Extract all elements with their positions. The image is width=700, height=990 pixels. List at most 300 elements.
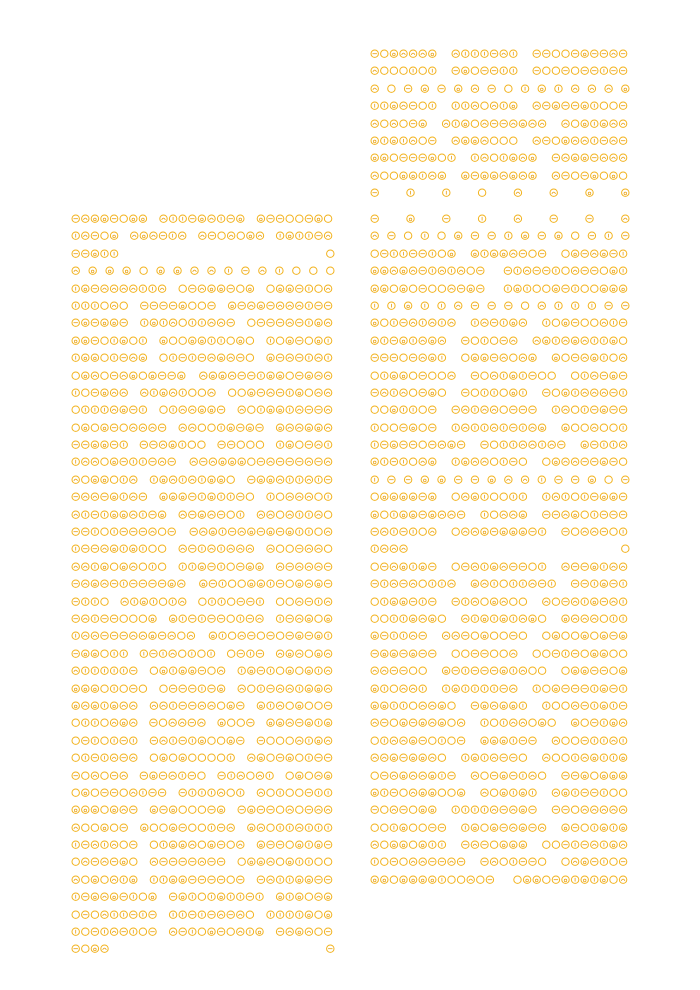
ring-glyph-icon <box>101 632 108 639</box>
ring-glyph-icon <box>130 928 137 935</box>
ring-glyph-icon <box>198 302 205 309</box>
ring-glyph-icon <box>409 632 416 639</box>
ring-glyph-icon <box>519 580 526 587</box>
ring-glyph-icon <box>179 511 186 518</box>
ring-glyph-icon <box>169 754 176 761</box>
ring-glyph-icon <box>591 319 598 326</box>
ring-glyph-icon <box>481 389 488 396</box>
ring-glyph-icon <box>409 876 416 883</box>
ring-glyph-icon <box>390 50 397 57</box>
ring-glyph-icon <box>91 337 98 344</box>
ring-glyph-icon <box>600 458 607 465</box>
ring-glyph-icon <box>381 441 388 448</box>
ring-glyph-icon <box>610 137 617 144</box>
ring-glyph-icon <box>189 858 196 865</box>
text-line-glyphs <box>371 871 629 888</box>
text-line <box>371 871 629 888</box>
ring-glyph-icon <box>286 615 293 622</box>
ring-glyph-icon <box>600 337 607 344</box>
text-line-glyphs <box>72 436 334 453</box>
ring-glyph-icon <box>149 789 156 796</box>
ring-glyph-icon <box>179 215 186 222</box>
ring-glyph-icon <box>409 50 416 57</box>
ring-glyph-icon <box>91 302 98 309</box>
ring-glyph-icon <box>120 441 127 448</box>
ring-glyph-icon <box>591 632 598 639</box>
ring-glyph-icon <box>246 893 253 900</box>
ring-glyph-icon <box>149 511 156 518</box>
ring-glyph-icon <box>227 737 234 744</box>
ring-glyph-icon <box>448 154 455 161</box>
ring-glyph-icon <box>82 406 89 413</box>
ring-glyph-icon <box>296 598 303 605</box>
ring-glyph-icon <box>227 928 234 935</box>
ring-glyph-icon <box>562 493 569 500</box>
ring-glyph-icon <box>160 702 167 709</box>
ring-glyph-icon <box>610 580 617 587</box>
ring-glyph-icon <box>442 632 449 639</box>
ring-glyph-icon <box>500 458 507 465</box>
ring-glyph-icon <box>189 806 196 813</box>
ring-glyph-icon <box>510 824 517 831</box>
ring-glyph-icon <box>276 685 283 692</box>
ring-glyph-icon <box>481 424 488 431</box>
ring-glyph-icon <box>227 545 234 552</box>
ring-glyph-icon <box>552 511 559 518</box>
ring-glyph-icon <box>169 598 176 605</box>
ring-glyph-icon <box>529 406 536 413</box>
ring-glyph-icon <box>519 615 526 622</box>
ring-glyph-icon <box>123 267 130 274</box>
ring-glyph-icon <box>571 85 578 92</box>
ring-glyph-icon <box>101 302 108 309</box>
ring-glyph-icon <box>478 189 485 196</box>
ring-glyph-icon <box>562 337 569 344</box>
text-line-glyphs <box>72 645 334 662</box>
ring-glyph-icon <box>110 737 117 744</box>
ring-glyph-icon <box>471 154 478 161</box>
ring-glyph-icon <box>110 372 117 379</box>
text-line <box>371 645 629 662</box>
ring-glyph-icon <box>120 702 127 709</box>
ring-glyph-icon <box>227 493 234 500</box>
ring-glyph-icon <box>267 737 274 744</box>
ring-glyph-icon <box>227 511 234 518</box>
ring-glyph-icon <box>110 563 117 570</box>
ring-glyph-icon <box>429 719 436 726</box>
ring-glyph-icon <box>510 511 517 518</box>
ring-glyph-icon <box>521 302 528 309</box>
ring-glyph-icon <box>305 441 312 448</box>
ring-glyph-icon <box>228 389 235 396</box>
ring-glyph-icon <box>481 598 488 605</box>
text-line-glyphs <box>371 853 629 870</box>
ring-glyph-icon <box>120 354 127 361</box>
text-line-glyphs <box>72 471 334 488</box>
ring-glyph-icon <box>519 511 526 518</box>
ring-glyph-icon <box>110 702 117 709</box>
ring-glyph-icon <box>208 702 215 709</box>
ring-glyph-icon <box>257 876 264 883</box>
ring-glyph-icon <box>519 354 526 361</box>
ring-glyph-icon <box>471 319 478 326</box>
ring-glyph-icon <box>150 302 157 309</box>
ring-glyph-icon <box>130 737 137 744</box>
ring-glyph-icon <box>120 389 127 396</box>
text-line-glyphs <box>371 575 629 592</box>
ring-glyph-icon <box>419 598 426 605</box>
ring-glyph-icon <box>139 372 146 379</box>
text-line <box>371 314 629 331</box>
text-line-glyphs <box>371 506 629 523</box>
ring-glyph-icon <box>169 215 176 222</box>
text-line <box>371 132 629 149</box>
ring-glyph-icon <box>120 667 127 674</box>
text-line-glyphs <box>72 453 334 470</box>
ring-glyph-icon <box>130 337 137 344</box>
ring-glyph-icon <box>101 285 108 292</box>
ring-glyph-icon <box>390 841 397 848</box>
ring-glyph-icon <box>471 137 478 144</box>
ring-glyph-icon <box>237 493 244 500</box>
ring-glyph-icon <box>228 458 235 465</box>
text-line <box>371 767 629 784</box>
ring-glyph-icon <box>462 667 469 674</box>
ring-glyph-icon <box>600 650 607 657</box>
ring-glyph-icon <box>390 372 397 379</box>
ring-glyph-icon <box>305 580 312 587</box>
ring-glyph-icon <box>160 841 167 848</box>
ring-glyph-icon <box>438 154 445 161</box>
ring-glyph-icon <box>227 754 234 761</box>
ring-glyph-icon <box>571 772 578 779</box>
ring-glyph-icon <box>600 824 607 831</box>
ring-glyph-icon <box>562 389 569 396</box>
ring-glyph-icon <box>591 493 598 500</box>
ring-glyph-icon <box>619 528 626 535</box>
ring-glyph-icon <box>158 372 165 379</box>
ring-glyph-icon <box>462 528 469 535</box>
ring-glyph-icon <box>555 476 562 483</box>
ring-glyph-icon <box>519 250 526 257</box>
ring-glyph-icon <box>315 754 322 761</box>
ring-glyph-icon <box>471 424 478 431</box>
ring-glyph-icon <box>510 563 517 570</box>
ring-glyph-icon <box>101 824 108 831</box>
ring-glyph-icon <box>500 598 507 605</box>
ring-glyph-icon <box>139 911 146 918</box>
ring-glyph-icon <box>571 389 578 396</box>
ring-glyph-icon <box>110 337 117 344</box>
ring-glyph-icon <box>500 441 507 448</box>
ring-glyph-icon <box>471 172 478 179</box>
ring-glyph-icon <box>610 424 617 431</box>
ring-glyph-icon <box>586 215 593 222</box>
ring-glyph-icon <box>390 685 397 692</box>
ring-glyph-icon <box>305 858 312 865</box>
ring-glyph-icon <box>390 389 397 396</box>
ring-glyph-icon <box>429 841 436 848</box>
ring-glyph-icon <box>381 702 388 709</box>
ring-glyph-icon <box>600 120 607 127</box>
ring-glyph-icon <box>237 598 244 605</box>
ring-glyph-icon <box>82 945 89 952</box>
ring-glyph-icon <box>149 615 156 622</box>
ring-glyph-icon <box>286 893 293 900</box>
ring-glyph-icon <box>438 267 445 274</box>
ring-glyph-icon <box>619 67 626 74</box>
ring-glyph-icon <box>217 754 224 761</box>
ring-glyph-icon <box>591 598 598 605</box>
ring-glyph-icon <box>419 285 426 292</box>
ring-glyph-icon <box>571 67 578 74</box>
ring-glyph-icon <box>315 702 322 709</box>
ring-glyph-icon <box>529 372 536 379</box>
ring-glyph-icon <box>72 476 79 483</box>
ring-glyph-icon <box>419 685 426 692</box>
ring-glyph-icon <box>139 337 146 344</box>
ring-glyph-icon <box>267 476 274 483</box>
ring-glyph-icon <box>305 789 312 796</box>
ring-glyph-icon <box>510 424 517 431</box>
ring-glyph-icon <box>390 806 397 813</box>
ring-glyph-icon <box>381 580 388 587</box>
ring-glyph-icon <box>315 545 322 552</box>
ring-glyph-icon <box>543 754 550 761</box>
ring-glyph-icon <box>72 841 79 848</box>
ring-glyph-icon <box>130 858 137 865</box>
ring-glyph-icon <box>490 337 497 344</box>
text-line-glyphs <box>72 367 334 384</box>
ring-glyph-icon <box>296 493 303 500</box>
text-line-glyphs <box>371 627 629 644</box>
ring-glyph-icon <box>169 493 176 500</box>
ring-glyph-icon <box>140 267 147 274</box>
ring-glyph-icon <box>91 389 98 396</box>
ring-glyph-icon <box>390 632 397 639</box>
text-line <box>72 749 334 766</box>
ring-glyph-icon <box>421 85 428 92</box>
ring-glyph-icon <box>217 424 224 431</box>
ring-glyph-icon <box>390 615 397 622</box>
ring-glyph-icon <box>381 685 388 692</box>
ring-glyph-icon <box>248 806 255 813</box>
ring-glyph-icon <box>160 319 167 326</box>
ring-glyph-icon <box>481 528 488 535</box>
ring-glyph-icon <box>381 824 388 831</box>
ring-glyph-icon <box>179 841 186 848</box>
ring-glyph-icon <box>199 232 206 239</box>
ring-glyph-icon <box>591 172 598 179</box>
ring-glyph-icon <box>139 615 146 622</box>
text-line <box>72 662 334 679</box>
ring-glyph-icon <box>409 702 416 709</box>
ring-glyph-icon <box>452 424 459 431</box>
ring-glyph-icon <box>400 102 407 109</box>
ring-glyph-icon <box>543 137 550 144</box>
ring-glyph-icon <box>91 632 98 639</box>
ring-glyph-icon <box>276 876 283 883</box>
ring-glyph-icon <box>371 719 378 726</box>
ring-glyph-icon <box>481 102 488 109</box>
ring-glyph-icon <box>315 580 322 587</box>
ring-glyph-icon <box>381 615 388 622</box>
ring-glyph-icon <box>305 598 312 605</box>
ring-glyph-icon <box>500 511 507 518</box>
ring-glyph-icon <box>217 928 224 935</box>
ring-glyph-icon <box>179 719 186 726</box>
ring-glyph-icon <box>619 389 626 396</box>
ring-glyph-icon <box>305 824 312 831</box>
ring-glyph-icon <box>581 406 588 413</box>
ring-glyph-icon <box>101 841 108 848</box>
ring-glyph-icon <box>581 354 588 361</box>
ring-glyph-icon <box>457 267 464 274</box>
ring-glyph-icon <box>510 667 517 674</box>
ring-glyph-icon <box>188 650 195 657</box>
ring-glyph-icon <box>381 389 388 396</box>
text-line <box>371 184 629 201</box>
ring-glyph-icon <box>267 824 274 831</box>
ring-glyph-icon <box>110 406 117 413</box>
ring-glyph-icon <box>110 789 117 796</box>
ring-glyph-icon <box>315 632 322 639</box>
ring-glyph-icon <box>419 789 426 796</box>
ring-glyph-icon <box>452 50 459 57</box>
ring-glyph-icon <box>519 841 526 848</box>
ring-glyph-icon <box>481 250 488 257</box>
ring-glyph-icon <box>305 319 312 326</box>
ring-glyph-icon <box>150 232 157 239</box>
ring-glyph-icon <box>529 172 536 179</box>
ring-glyph-icon <box>315 719 322 726</box>
ring-glyph-icon <box>619 406 626 413</box>
ring-glyph-icon <box>438 85 445 92</box>
ring-glyph-icon <box>120 406 127 413</box>
ring-glyph-icon <box>179 302 186 309</box>
ring-glyph-icon <box>571 319 578 326</box>
ring-glyph-icon <box>419 50 426 57</box>
ring-glyph-icon <box>267 858 274 865</box>
ring-glyph-icon <box>72 685 79 692</box>
ring-glyph-icon <box>248 667 255 674</box>
ring-glyph-icon <box>467 876 474 883</box>
ring-glyph-icon <box>429 754 436 761</box>
ring-glyph-icon <box>400 876 407 883</box>
ring-glyph-icon <box>462 406 469 413</box>
text-line <box>371 227 629 244</box>
ring-glyph-icon <box>315 302 322 309</box>
text-line <box>371 280 629 297</box>
ring-glyph-icon <box>562 319 569 326</box>
ring-glyph-icon <box>490 172 497 179</box>
text-line <box>72 610 334 627</box>
ring-glyph-icon <box>237 563 244 570</box>
ring-glyph-icon <box>471 754 478 761</box>
ring-glyph-icon <box>429 441 436 448</box>
ring-glyph-icon <box>538 667 545 674</box>
ring-glyph-icon <box>150 719 157 726</box>
text-line-glyphs <box>72 523 334 540</box>
ring-glyph-icon <box>286 476 293 483</box>
ring-glyph-icon <box>452 493 459 500</box>
ring-glyph-icon <box>174 267 181 274</box>
text-line-glyphs <box>72 227 334 244</box>
ring-glyph-icon <box>500 154 507 161</box>
ring-glyph-icon <box>409 615 416 622</box>
ring-glyph-icon <box>429 372 436 379</box>
ring-glyph-icon <box>471 389 478 396</box>
ring-glyph-icon <box>448 372 455 379</box>
ring-glyph-icon <box>538 858 545 865</box>
ring-glyph-icon <box>381 754 388 761</box>
ring-glyph-icon <box>208 337 215 344</box>
ring-glyph-icon <box>72 789 79 796</box>
ring-glyph-icon <box>91 528 98 535</box>
ring-glyph-icon <box>296 476 303 483</box>
ring-glyph-icon <box>510 458 517 465</box>
ring-glyph-icon <box>198 858 205 865</box>
ring-glyph-icon <box>169 702 176 709</box>
ring-glyph-icon <box>452 685 459 692</box>
ring-glyph-icon <box>267 876 274 883</box>
ring-glyph-icon <box>189 615 196 622</box>
ring-glyph-icon <box>555 232 562 239</box>
text-line-glyphs <box>72 575 334 592</box>
ring-glyph-icon <box>160 215 167 222</box>
ring-glyph-icon <box>510 172 517 179</box>
ring-glyph-icon <box>91 737 98 744</box>
ring-glyph-icon <box>141 319 148 326</box>
text-line <box>72 227 334 244</box>
ring-glyph-icon <box>519 372 526 379</box>
ring-glyph-icon <box>481 632 488 639</box>
ring-glyph-icon <box>208 841 215 848</box>
ring-glyph-icon <box>179 285 186 292</box>
ring-glyph-icon <box>562 50 569 57</box>
ring-glyph-icon <box>286 319 293 326</box>
ring-glyph-icon <box>82 232 89 239</box>
ring-glyph-icon <box>571 632 578 639</box>
ring-glyph-icon <box>267 354 274 361</box>
ring-glyph-icon <box>448 250 455 257</box>
ring-glyph-icon <box>600 685 607 692</box>
ring-glyph-icon <box>452 650 459 657</box>
ring-glyph-icon <box>208 319 215 326</box>
ring-glyph-icon <box>562 806 569 813</box>
ring-glyph-icon <box>120 337 127 344</box>
ring-glyph-icon <box>72 545 79 552</box>
ring-glyph-icon <box>168 528 175 535</box>
ring-glyph-icon <box>296 719 303 726</box>
ring-glyph-icon <box>610 67 617 74</box>
ring-glyph-icon <box>610 441 617 448</box>
ring-glyph-icon <box>588 302 595 309</box>
ring-glyph-icon <box>198 893 205 900</box>
ring-glyph-icon <box>610 493 617 500</box>
ring-glyph-icon <box>189 911 196 918</box>
ring-glyph-icon <box>296 285 303 292</box>
ring-glyph-icon <box>82 893 89 900</box>
ring-glyph-icon <box>490 702 497 709</box>
ring-glyph-icon <box>286 806 293 813</box>
ring-glyph-icon <box>227 772 234 779</box>
ring-glyph-icon <box>571 102 578 109</box>
ring-glyph-icon <box>296 232 303 239</box>
ring-glyph-icon <box>178 632 185 639</box>
ring-glyph-icon <box>82 598 89 605</box>
ring-glyph-icon <box>462 337 469 344</box>
